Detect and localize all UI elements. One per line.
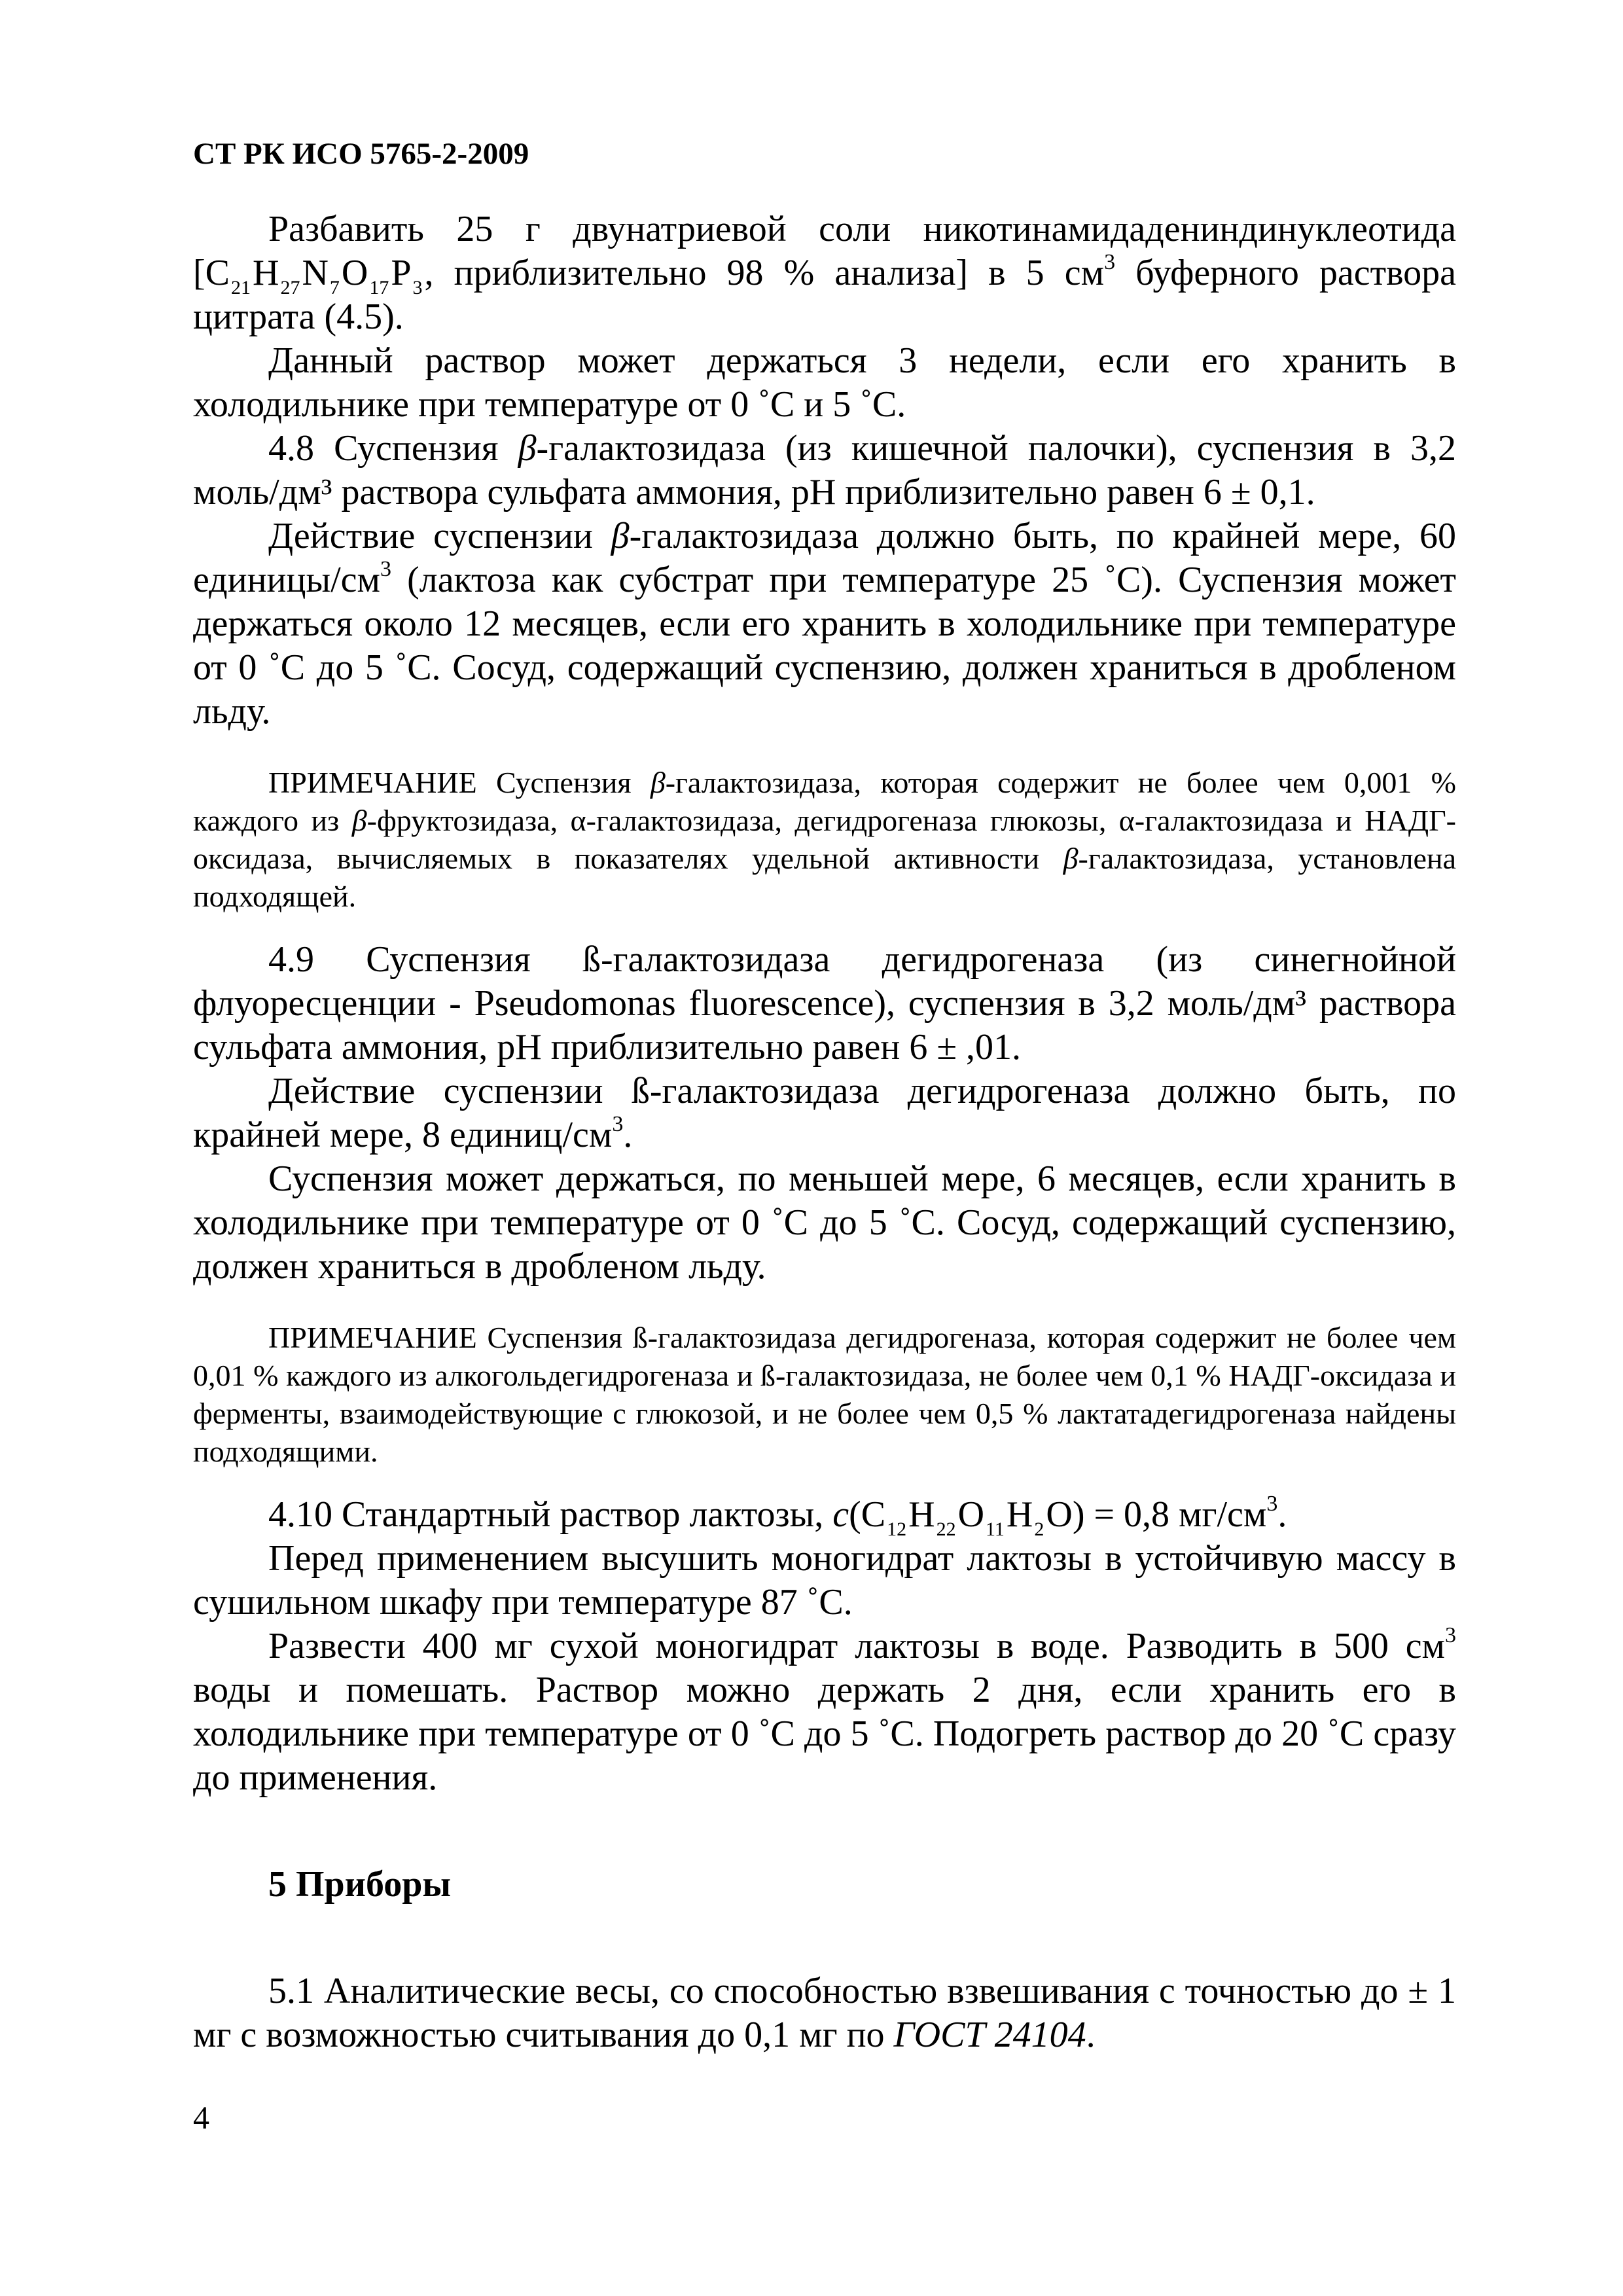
subscript: 27 [280,277,300,298]
text-run: -галактозидаза, установлена подходящей. [193,842,1456,913]
paragraph-beta-activity [193,514,1456,734]
text-run: ( [849,1494,861,1535]
beta-symbol: β [351,804,367,837]
document-header: СТ РК ИСО 5765-2-2009 [193,137,529,171]
text-run: 5.1 Аналитические весы, со способностью взвешивания с точностью до ± 1 мг с возможностью считывания до 0,1 мг по [193,1971,1456,2055]
text-run: (лактоза как субстрат при температуре 25 ˚С). Суспензия может держаться около 12 месяцев, если его хранить в холодильнике при температуре от 0 ˚С до 5 ˚С. Сосуд, содержащий суспензию, должен храниться в дробленом льду. [193,560,1456,732]
subscript: 21 [231,277,251,298]
text-run: Развести 400 мг сухой моногидрат лактозы в воде. Разводить в 500 см [268,1626,1445,1666]
text-run: Разбавить 25 г двунатриевой соли никотинамидадениндинуклеотида [ [193,209,1456,293]
note-4-9 [193,1319,1456,1471]
paragraph-nad-dilution [193,207,1456,339]
page-number: 4 [193,2099,209,2136]
section-heading-apparatus: 5 Приборы [268,1864,452,1905]
superscript: 3 [1266,1492,1278,1516]
note-label: ПРИМЕЧАНИЕ [268,1321,477,1354]
text-run: воды и помешать. Раствор можно держать 2 дня, если хранить его в холодильнике при температуре от 0 ˚С до 5 ˚С. Подогреть раствор до 20 ˚С сразу до применения. [193,1670,1456,1798]
beta-symbol: β [611,516,630,556]
text-run: Суспензия ß-галактозидаза дегидрогеназа, которая содержит не более чем 0,01 % каждого из алкогольдегидрогеназа и ß-галактозидаза, не более чем 0,1 % НАДГ-оксидаза и ферменты, взаимодействующие с глюкозой, и не более чем 0,5 % лактатадегидрогеназа найдены подходящими. [193,1321,1456,1468]
text-run: . [1086,2015,1096,2055]
concentration-symbol: c [832,1494,849,1535]
paragraph-dissolve-lactose [193,1624,1456,1800]
paragraph-4-9: 4.9 Суспензия ß-галактозидаза дегидрогеназа (из синегнойной флуоресценции - Pseudomonas fluorescence), суспензия в 3,2 моль/дм³ раствора сульфата аммония, pH приблизительно равен 6 ± ,01. [193,939,1456,1067]
text-run: буферного раствора цитрата (4.5). [193,253,1457,337]
text-run: ) = 0,8 мг/см [1072,1494,1267,1535]
beta-symbol: β [1063,842,1079,875]
superscript: 3 [380,557,391,581]
text-run: -фруктозидаза, α-галактозидаза, дегидрогеназа глюкозы, α-галактозидаза и НАДГ-оксидаза, вычисляемых в показателях удельной активности [193,804,1456,875]
paragraph-storage-dehydrogenase: Суспензия может держаться, по меньшей мере, 6 месяцев, если хранить в холодильнике при температуре от 0 ˚С до 5 ˚С. Сосуд, содержащий суспензию, должен храниться в дробленом льду. [193,1158,1456,1287]
superscript: 3 [1104,250,1116,274]
formula-element: H [253,253,279,293]
text-run: , приблизительно 98 % анализа] в 5 см [424,253,1105,293]
formula-element: H [1006,1494,1033,1535]
text-run: 4.10 Стандартный раствор лактозы, [268,1494,833,1535]
beta-symbol: β [518,428,537,469]
paragraph-5-1 [193,1969,1456,2057]
subscript: 11 [986,1518,1005,1540]
subscript: 7 [329,277,340,298]
formula-element: N [302,253,329,293]
formula-element: С [205,253,230,293]
text-run: Действие суспензии ß-галактозидаза дегидрогеназа должно быть, по крайней мере, 8 единиц/см [193,1071,1456,1155]
formula-element: С [861,1494,886,1535]
beta-symbol: β [650,766,666,799]
paragraph-storage-nad: Данный раствор может держаться 3 недели, если его хранить в холодильнике при температуре от 0 ˚С и 5 ˚С. [193,340,1456,425]
text-run: -галактозидаза (из кишечной палочки), суспензия в 3,2 моль/дм³ раствора сульфата аммония, pH приблизительно равен 6 ± 0,1. [193,428,1456,512]
formula-element: O [1046,1494,1073,1535]
page-content [193,134,1456,2057]
standard-reference: ГОСТ 24104 [893,2015,1086,2055]
superscript: 3 [612,1112,624,1136]
subscript: 2 [1034,1518,1044,1540]
text-run: 4.8 Суспензия [268,428,518,469]
text-run: . [1277,1494,1287,1535]
formula-element: H [908,1494,935,1535]
superscript: 3 [1445,1623,1456,1647]
subscript: 3 [412,277,423,298]
subscript: 17 [369,277,389,298]
note-4-8 [193,764,1456,916]
text-run: -галактозидаза должно быть, по крайней мере, 60 единицы/см [193,516,1457,600]
formula-element: O [341,253,368,293]
subscript: 12 [887,1518,907,1540]
formula-element: O [957,1494,985,1535]
subscript: 22 [936,1518,956,1540]
formula-element: P [391,253,412,293]
paragraph-4-8 [193,427,1456,514]
note-label: ПРИМЕЧАНИЕ [268,766,477,799]
text-run: Суспензия [476,766,651,799]
text-run: Действие суспензии [268,516,611,556]
paragraph-drying: Перед применением высушить моногидрат лактозы в устойчивую массу в сушильном шкафу при температуре 87 ˚С. [193,1538,1456,1623]
paragraph-dehydrogenase-activity [193,1069,1456,1157]
paragraph-4-10 [193,1492,1456,1540]
text-run: -галактозидаза, которая содержит не более чем 0,001 % каждого из [193,766,1456,837]
text-run: . [623,1115,633,1155]
